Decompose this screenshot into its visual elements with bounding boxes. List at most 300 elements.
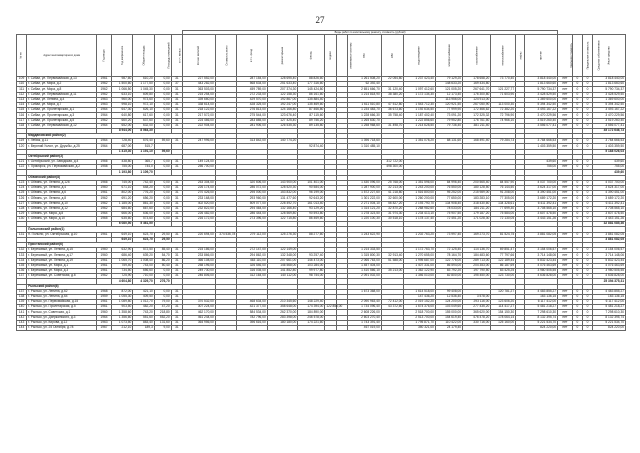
table-cell: 127 425,40 (267, 118, 297, 123)
column-header: фасад (298, 35, 325, 77)
table-cell: 1 214 818,90 (347, 92, 381, 97)
table-cell: 0 (572, 191, 582, 196)
table-cell: 0 (582, 165, 592, 170)
table-cell: 1962 (97, 82, 112, 87)
table-cell: 370 532,00 (183, 300, 216, 305)
table-cell: 1964 (97, 123, 112, 128)
table-cell: 122 (17, 165, 27, 170)
group-total-value: 25 394 375,31 (593, 279, 626, 284)
table-cell: 0,00 (154, 160, 171, 165)
table-cell: 176 300,80 (463, 92, 491, 97)
table-cell: 84 996,40 (435, 180, 462, 185)
table-cell: 1 278 323,50 (347, 211, 381, 216)
total-cell: 8 132 395,74 (593, 315, 626, 320)
table-cell: 4 483 855,27 (525, 289, 558, 294)
table-cell: 233 168,00 (183, 196, 216, 201)
table-cell: 0 (572, 326, 582, 331)
table-cell: 0 (572, 289, 582, 294)
table-cell: 8 944,00 (111, 128, 132, 133)
address-cell: г. Рыльск, ул. Ленина, д.64 (27, 294, 97, 299)
column-header: Кол-во жителей (183, 35, 216, 77)
table-cell: 467 019,00 (347, 326, 381, 331)
table-cell: 135 (17, 263, 27, 268)
table-cell: 0,00 (154, 185, 171, 190)
table-cell (336, 326, 347, 331)
table-cell: 140 774,20 (267, 139, 297, 144)
table-cell: 0 (572, 217, 582, 222)
table-cell: 0 (582, 118, 592, 123)
table-cell: 246 806,00 (183, 274, 216, 279)
total-cell: 3 980 505,55 (593, 268, 626, 273)
table-cell: 172 325,32 (463, 113, 491, 118)
table-cell: 163 136,15 (525, 294, 558, 299)
table-cell: 3 714 148,06 (525, 253, 558, 258)
table-cell: 132 166,40 (267, 206, 297, 211)
table-cell: 366 108,00 (183, 258, 216, 263)
table-cell: 660,20 (111, 118, 132, 123)
total-cell: 824 220,00 (593, 326, 626, 331)
table-cell: 1 172 763,70 (404, 248, 436, 253)
table-cell: 0,00 (154, 108, 171, 113)
table-cell: 0 (572, 211, 582, 216)
table-cell: 1 403 359,50 (525, 144, 558, 149)
table-cell: 1 995 687,00 (404, 258, 436, 263)
table-cell: нет (558, 258, 573, 263)
table-cell: 75 907,50 (435, 211, 462, 216)
table-cell (183, 326, 216, 331)
table-cell: нет (558, 139, 573, 144)
table-cell: 125 (17, 191, 27, 196)
table-cell: 1 097 412,60 (404, 87, 436, 92)
table-cell: 3 689 172,20 (525, 196, 558, 201)
table-cell: 99 977,80 (298, 268, 325, 273)
table-cell: 216 172,00 (183, 217, 216, 222)
table-cell: 3 428 529,50 (525, 92, 558, 97)
table-cell: 123 676,40 (267, 113, 297, 118)
table-cell: 86 161,60 (298, 92, 325, 97)
table-cell: 609,80 (133, 92, 154, 97)
table-cell: 2 271 004,10 (347, 201, 381, 206)
table-cell: 247 996,00 (183, 139, 216, 144)
table-cell: 509 077,00 (237, 201, 267, 206)
table-cell: 153 832,00 (267, 191, 297, 196)
table-cell: 215 186,00 (183, 248, 216, 253)
table-cell: 0 (572, 305, 582, 310)
table-cell: 77 797,66 (491, 253, 516, 258)
table-cell: нет (558, 180, 573, 185)
table-cell: 276 813,00 (237, 108, 267, 113)
group-name: Рыльский район(8) (27, 284, 183, 289)
table-cell: 358 648,00 (267, 305, 297, 310)
table-cell: 143 900,00 (267, 180, 297, 185)
address-cell: г. Сибаи, ул. Первомайская, д.12 (27, 123, 97, 128)
table-cell: 429 570,00 (237, 97, 267, 102)
table-cell: 195 450,00 (463, 274, 491, 279)
table-cell: 745,00 (111, 180, 132, 185)
table-cell: 667,60 (133, 206, 154, 211)
table-cell: 103 049,60 (435, 305, 462, 310)
table-cell: 0 (582, 232, 592, 237)
table-cell: 31 (171, 97, 182, 102)
table-cell: 72 382,20 (491, 108, 516, 113)
address-cell: г. Сибаи, ул. Пролетарская, д.5 (27, 118, 97, 123)
table-cell: 998,10 (111, 102, 132, 107)
address-cell: г. Обвинь, ул. Ленина, д.8 (27, 196, 97, 201)
address-cell: г. Березовый, ул. Ленина, д.15 (27, 248, 97, 253)
table-cell: 31 (171, 320, 182, 325)
table-cell: 396 616,00 (237, 320, 267, 325)
table-cell: 3 443 151,26 (525, 217, 558, 222)
table-cell: нет (558, 232, 573, 237)
table-cell: 1962 (97, 92, 112, 97)
table-cell: 142 (17, 315, 27, 320)
table-cell: 134 328,61 (491, 201, 516, 206)
table-cell: 172 466,62 (463, 108, 491, 113)
table-cell: 131,60 (154, 320, 171, 325)
table-cell: 29,50 (154, 237, 171, 242)
table-cell: 47,20 (154, 305, 171, 310)
table-cell: нет (558, 326, 573, 331)
table-cell: 79,00 (154, 300, 171, 305)
table-cell: 1961 (97, 77, 112, 82)
total-cell: 6 411 392,41 (593, 201, 626, 206)
table-cell: 572,50 (133, 248, 154, 253)
table-cell: 286 072,00 (237, 185, 267, 190)
table-cell: 281 906,00 (237, 123, 267, 128)
table-cell: 35 758,40 (381, 113, 404, 118)
table-cell: 0,00 (154, 97, 171, 102)
table-cell: 128 695,40 (267, 77, 297, 82)
table-cell: 2 019 152,20 (404, 300, 436, 305)
table-cell: 134 908,40 (435, 201, 462, 206)
table-cell: 155 000,00 (435, 310, 462, 315)
table-cell: 3 578,00 (463, 294, 491, 299)
table-cell: 734,50 (111, 268, 132, 273)
table-cell: 1961 (97, 263, 112, 268)
table-cell: нет (558, 108, 573, 113)
table-cell: 36 673,60 (381, 108, 404, 113)
table-cell: 498 300,00 (381, 165, 404, 170)
table-cell: 649,10 (111, 232, 132, 237)
table-cell: 0,00 (154, 77, 171, 82)
table-cell: 86,20 (154, 258, 171, 263)
table-cell: 573,60 (133, 217, 154, 222)
table-cell: 178 658,20 (463, 77, 491, 82)
table-cell: 0,00 (154, 201, 171, 206)
table-cell: 31 (171, 300, 182, 305)
table-cell: 38 380,20 (381, 92, 404, 97)
group-total-value: 439,60 (593, 170, 626, 175)
table-cell: 5 394 342,50 (525, 102, 558, 107)
address-cell: г. Обвинь, ул. Мира, д.10 (27, 217, 97, 222)
table-cell: 132 (17, 248, 27, 253)
table-cell: нет (558, 185, 573, 190)
table-cell: 141 (17, 310, 27, 315)
table-cell: 0 (582, 268, 592, 273)
address-cell: г. Сибаи, ул. Первомайская, д.13 (27, 77, 97, 82)
address-cell: г. Березовый, ул. Мира, д.3 (27, 268, 97, 273)
table-cell: 1 066,50 (111, 87, 132, 92)
table-cell: 137 (17, 289, 27, 294)
table-cell: 32 600,00 (381, 196, 404, 201)
address-cell: г. Обвинь, ул. Ленина, д.12 (27, 206, 97, 211)
table-cell: 86 594,00 (435, 263, 462, 268)
table-cell: 117 (17, 118, 27, 123)
total-cell: 3 443 151,26 (593, 217, 626, 222)
table-cell: 824 220,00 (525, 326, 558, 331)
table-cell: 1964 (97, 113, 112, 118)
table-cell: нет (558, 211, 573, 216)
table-cell: 56 827,20 (381, 201, 404, 206)
page-number: 27 (315, 15, 325, 25)
table-cell: 226 482,00 (183, 211, 216, 216)
table-cell: 88 277,60 (298, 232, 325, 237)
table-cell: 180 128,50 (463, 185, 491, 190)
table-cell: 2 066 763,00 (347, 258, 381, 263)
table-cell: 0 (582, 77, 592, 82)
table-cell: 81 524,75 (491, 232, 516, 237)
table-cell: 215 989,00 (463, 191, 491, 196)
table-cell: 1 234 413,10 (404, 211, 436, 216)
total-cell: 755,00 (593, 165, 626, 170)
table-cell: 0 (572, 165, 582, 170)
table-cell: 217 572,00 (183, 113, 216, 118)
table-cell: 0 (582, 253, 592, 258)
table-cell: нет (558, 165, 573, 170)
table-cell: 313 842,00 (237, 139, 267, 144)
table-cell: 138 (17, 294, 27, 299)
table-cell: 0 (572, 118, 582, 123)
table-cell: 258 196,00 (183, 263, 216, 268)
table-cell: 29,50 (154, 232, 171, 237)
table-cell: 31 (171, 113, 182, 118)
table-cell: 1 109,70 (133, 170, 154, 175)
table-cell: 0,00 (154, 180, 171, 185)
table-cell: 139 (17, 300, 27, 305)
table-cell: 73 997,40 (435, 232, 462, 237)
table-cell: 30 518,10 (381, 217, 404, 222)
group-title: Виды работ по капитальному ремонту, стоимость (рублей) (183, 31, 558, 35)
table-cell: 146 568,00 (267, 263, 297, 268)
table-cell: 1 220 100,30 (347, 217, 381, 222)
table-cell: 1961 (97, 300, 112, 305)
table-cell: 83 792,20 (435, 268, 462, 273)
column-header: теплоснабжение (491, 35, 516, 77)
address-cell: г. Обвинь, ул. Ленина, д.126 (27, 180, 97, 185)
table-cell: 637,60 (133, 118, 154, 123)
table-cell: 116 (17, 113, 27, 118)
table-cell: 47 512,80 (381, 102, 404, 107)
table-cell: 0 (582, 196, 592, 201)
table-cell: 0 (572, 92, 582, 97)
total-cell: 3 818 440,00 (593, 77, 626, 82)
table-cell: 0 (572, 139, 582, 144)
table-cell: 0,00 (154, 113, 171, 118)
table-cell: 179 187,20 (463, 211, 491, 216)
table-cell: 0 (582, 97, 592, 102)
table-cell: 443 282,00 (183, 82, 216, 87)
table-cell: 0 (572, 263, 582, 268)
table-cell: 515,7 (133, 144, 154, 149)
table-cell: 0 (572, 201, 582, 206)
table-cell: 294 862,00 (237, 253, 267, 258)
table-cell: 279 112,00 (237, 232, 267, 237)
table-cell: 123 (17, 180, 27, 185)
table-cell: 77 305,00 (491, 196, 516, 201)
table-cell: 73 770,40 (491, 77, 516, 82)
table-cell: 118 (17, 123, 27, 128)
table-cell: 1963 (97, 97, 112, 102)
table-cell: 960,00 (111, 97, 132, 102)
table-cell: 1962 (97, 201, 112, 206)
table-cell: 2 608 226,00 (347, 310, 381, 315)
table-cell: 802,00 (111, 191, 132, 196)
table-cell: 122 856,00 (326, 304, 343, 309)
table-cell: 76 550,00 (435, 185, 462, 190)
table-cell: 0 (582, 185, 592, 190)
table-cell: нет (558, 92, 573, 97)
total-cell: 4 037 700,00 (593, 180, 626, 185)
table-cell: 43 372,60 (381, 305, 404, 310)
table-cell: 246 578,00 (298, 315, 325, 320)
table-cell: 31 (171, 211, 182, 216)
table-cell: 31 (171, 201, 182, 206)
table-cell: 121 (17, 160, 27, 165)
table-cell: 77 699,30 (491, 206, 516, 211)
total-cell: 7 298 610,30 (593, 310, 626, 315)
column-header: Адрес многоквартирного дома (27, 35, 97, 77)
table-cell: 114 417,27 (491, 305, 516, 310)
table-cell: нет (558, 305, 573, 310)
table-cell: 95 252,00 (435, 191, 462, 196)
total-cell: 4 483 855,27 (593, 289, 626, 294)
table-cell: 69 851,47 (491, 248, 516, 253)
group-name: Обвинский район(8) (27, 175, 183, 180)
address-cell: г. Сибаи, ул. Пролетарская, д.3 (27, 113, 97, 118)
table-cell: 973,60 (133, 97, 154, 102)
table-cell: 364 956,00 (183, 320, 216, 325)
table-cell: 99 408,00 (435, 289, 462, 294)
table-cell: 0 (572, 294, 582, 299)
table-cell: 124 913,00 (463, 97, 491, 102)
table-cell: 3 818 440,00 (525, 77, 558, 82)
address-cell: г. Березовый, ул. Мира, д.1 (27, 263, 97, 268)
table-cell: 122 158,30 (267, 92, 297, 97)
table-cell: 210 345,60 (267, 300, 297, 305)
table-cell: нет (558, 160, 573, 165)
table-cell: 307 224,00 (183, 305, 216, 310)
table-cell: 174 221,60 (298, 320, 325, 325)
table-cell: 1 268 982,60 (404, 206, 436, 211)
table-cell: 1 234 483,70 (347, 108, 381, 113)
column-header: № пп (17, 35, 27, 77)
table-cell: 83 425,25 (491, 268, 516, 273)
table-cell: 111 (17, 87, 27, 92)
table-cell: 0,00 (154, 289, 171, 294)
table-cell: 122 776,00 (435, 258, 462, 263)
table-cell: 461 244,00 (183, 315, 216, 320)
address-cell: г. Обвинь, ул. Ленина, д.10 (27, 201, 97, 206)
table-cell: 744,0 (133, 165, 154, 170)
table-cell: 632,00 (133, 123, 154, 128)
table-cell: 37 (171, 82, 182, 87)
table-cell: 1 743 391,40 (347, 320, 381, 325)
table-cell: 89 756,20 (298, 118, 325, 123)
table-cell: 0 (582, 206, 592, 211)
table-cell: 318 430,60 (463, 201, 491, 206)
table-cell: 113 956,00 (435, 97, 462, 102)
table-cell: 31 (171, 326, 182, 331)
table-cell: 0 (582, 274, 592, 279)
address-cell: г. Верхний Услон, ул. Дружбы, д.25 (27, 144, 97, 149)
table-cell: нет (558, 268, 573, 273)
table-cell: нет (558, 315, 573, 320)
table-cell: 3 708 565,10 (525, 206, 558, 211)
group-total-value: 3 881 082,05 (593, 237, 626, 242)
table-cell: 0 (572, 253, 582, 258)
table-cell: 0 (572, 160, 582, 165)
table-cell: 0 (582, 305, 592, 310)
table-cell: 276,70 (154, 279, 171, 284)
table-cell: 728,40 (111, 139, 132, 144)
table-cell: 972,10 (133, 102, 154, 107)
table-cell: нет (558, 217, 573, 222)
table-cell: 8 564,30 (133, 128, 154, 133)
table-cell: 41 218,80 (381, 191, 404, 196)
table-cell: 1 500,60 (111, 82, 132, 87)
table-cell: 184 890,00 (298, 310, 325, 315)
table-cell (298, 326, 325, 331)
table-cell: 363 503,00 (183, 87, 216, 92)
table-cell: 277 435,20 (463, 305, 491, 310)
table-cell: 782 796,00 (237, 315, 267, 320)
table-cell: нет (558, 289, 573, 294)
table-cell: 4 604,80 (111, 279, 132, 284)
total-cell: 3 624 317,00 (593, 185, 626, 190)
table-cell: 283 398,00 (267, 315, 297, 320)
group-total-value: 5 188 026,03 (593, 149, 626, 154)
table-cell: 31 (171, 274, 182, 279)
table-cell: 1961 (97, 191, 112, 196)
table-cell: 0 (582, 300, 592, 305)
table-cell: 1 202 763,20 (404, 232, 436, 237)
table-cell: 1 356,60 (111, 315, 132, 320)
table-cell: 87 115,60 (298, 113, 325, 118)
table-cell: нет (558, 113, 573, 118)
address-cell: г. Сибаи, ул. Мира, д.7 (27, 102, 97, 107)
table-cell: 1 258 968,60 (347, 123, 381, 128)
table-cell: 109 (17, 77, 27, 82)
table-cell: 125 160,00 (491, 320, 516, 325)
table-cell: 0 (572, 97, 582, 102)
table-cell: нет (558, 77, 573, 82)
table-cell: 1 614 518,00 (404, 289, 436, 294)
table-cell: 1 572 227,60 (347, 191, 381, 196)
table-cell: 204 353,00 (463, 263, 491, 268)
table-cell: 1962 (97, 118, 112, 123)
table-cell: 1 228 666,30 (347, 113, 381, 118)
table-cell: 1 045,30 (133, 87, 154, 92)
table-cell: 289 713,00 (463, 258, 491, 263)
table-cell: 141 852,80 (267, 268, 297, 273)
table-cell: 293 960,00 (237, 196, 267, 201)
table-cell: 31 (171, 108, 182, 113)
table-cell: 1 301 222,00 (347, 196, 381, 201)
table-cell: 134 (17, 258, 27, 263)
table-cell: 143 (17, 320, 27, 325)
table-cell: 0,00 (154, 294, 171, 299)
table-cell: 0,00 (154, 87, 171, 92)
